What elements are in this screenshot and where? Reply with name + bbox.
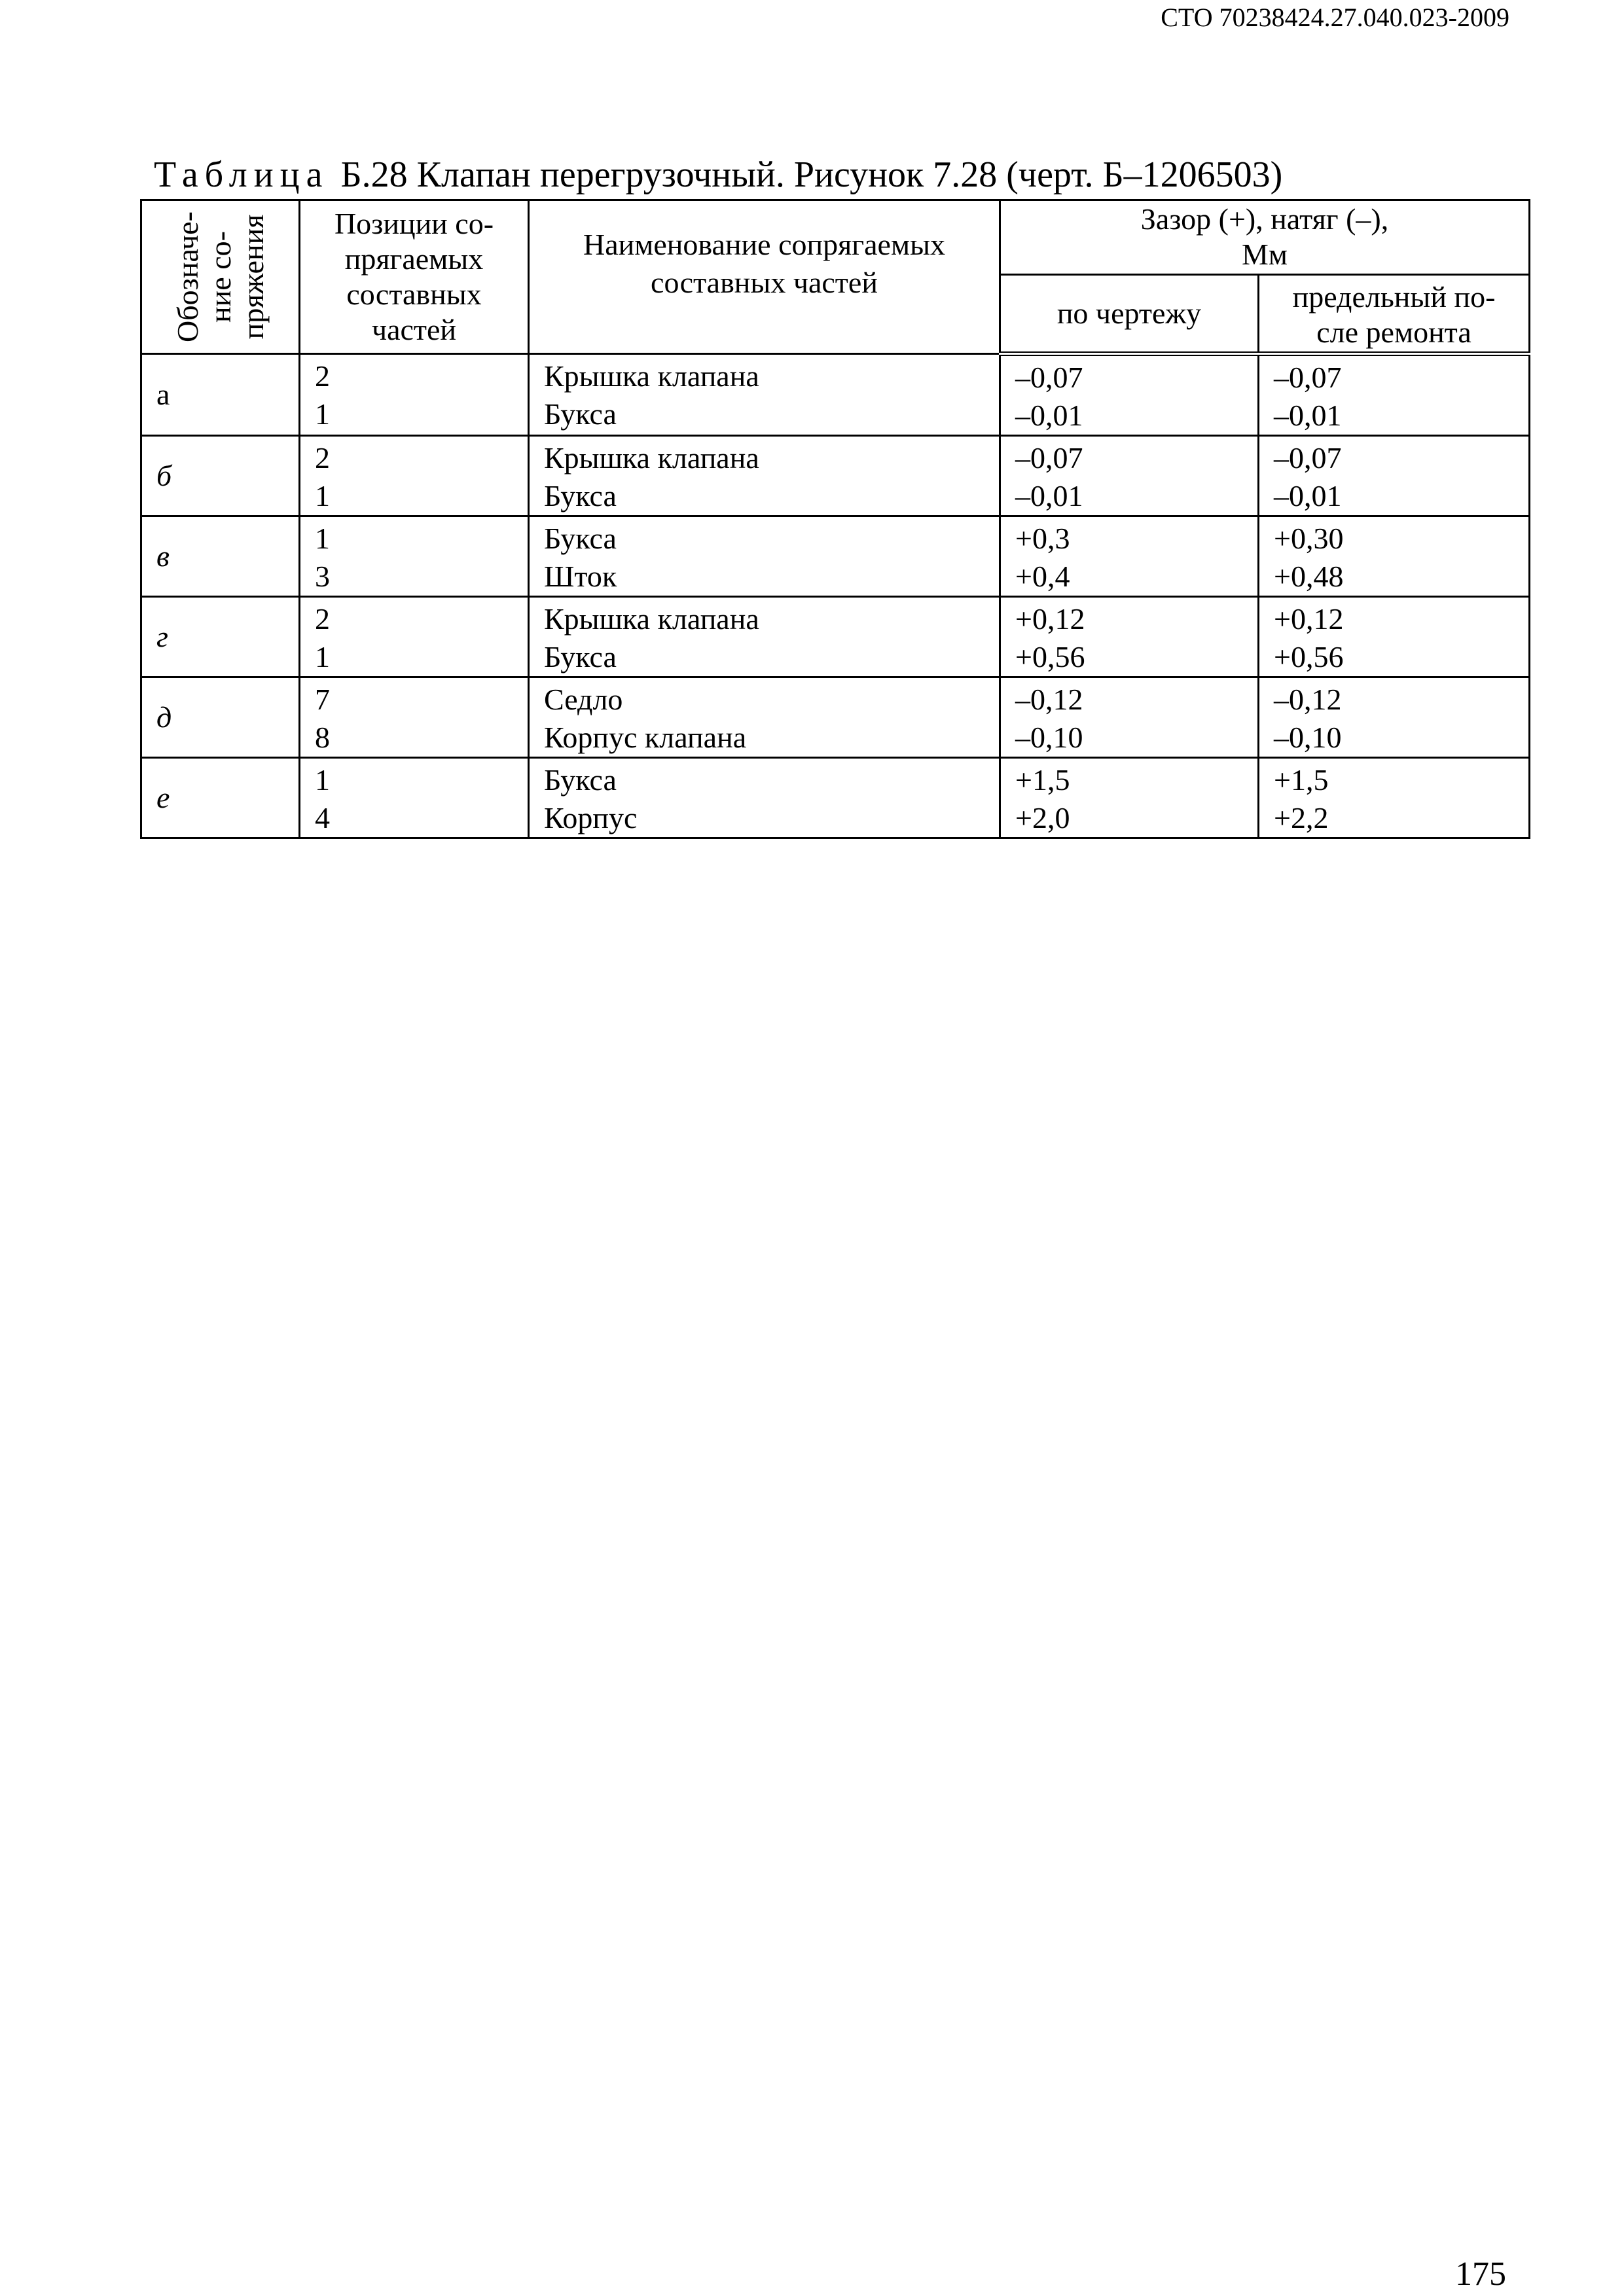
- cell-positions-line: 2: [315, 359, 330, 393]
- cell-by-drawing: [1000, 758, 1259, 838]
- cell-part-names: [529, 354, 1000, 436]
- cell-limit-after-repair-line: +0,30: [1274, 522, 1344, 555]
- cell-positions-line: 7: [315, 683, 330, 716]
- cell-positions: [300, 436, 529, 516]
- cell-limit-after-repair: [1259, 758, 1530, 838]
- cell-by-drawing-line: –0,12: [1015, 683, 1083, 716]
- cell-positions-line: 8: [315, 721, 330, 754]
- cell-part-names-line: Букса: [544, 763, 617, 797]
- header-designation-label: Обозначе- ние со- пряжения: [170, 211, 270, 342]
- cell-part-names-line: Седло: [544, 683, 623, 716]
- cell-limit-after-repair-line: –0,07: [1274, 441, 1342, 475]
- cell-positions: [300, 758, 529, 838]
- cell-by-drawing: [1000, 516, 1259, 597]
- cell-positions-line: 1: [315, 522, 330, 555]
- cell-positions: [300, 677, 529, 758]
- cell-positions-line: 2: [315, 441, 330, 475]
- cell-designation: а: [141, 354, 300, 436]
- table-caption: [154, 152, 1282, 198]
- table-row: [141, 516, 1530, 597]
- cell-by-drawing-line: +0,12: [1015, 602, 1085, 636]
- cell-by-drawing: [1000, 677, 1259, 758]
- cell-limit-after-repair-line: –0,10: [1274, 721, 1342, 754]
- table-row: [141, 758, 1530, 838]
- cell-part-names-line: Корпус: [544, 801, 638, 834]
- cell-part-names: [529, 516, 1000, 597]
- cell-positions: [300, 354, 529, 436]
- cell-designation: д: [141, 677, 300, 758]
- document-code: СТО 70238424.27.040.023-2009: [1161, 3, 1509, 32]
- cell-by-drawing-line: +2,0: [1015, 801, 1070, 834]
- cell-positions-line: 1: [315, 640, 330, 673]
- cell-by-drawing-line: +0,4: [1015, 560, 1070, 593]
- cell-designation: в: [141, 516, 300, 597]
- cell-designation: е: [141, 758, 300, 838]
- table-row: [141, 354, 1530, 436]
- cell-by-drawing-line: +1,5: [1015, 763, 1070, 797]
- cell-part-names-line: Шток: [544, 560, 617, 593]
- cell-part-names: [529, 677, 1000, 758]
- cell-limit-after-repair-line: +0,12: [1274, 602, 1344, 636]
- cell-part-names: [529, 597, 1000, 677]
- header-limit-after-repair: предельный по- сле ремонта: [1259, 274, 1530, 353]
- cell-by-drawing-line: –0,07: [1015, 361, 1083, 394]
- cell-by-drawing-line: –0,07: [1015, 441, 1083, 475]
- table-body: [141, 354, 1530, 838]
- cell-limit-after-repair: [1259, 677, 1530, 758]
- cell-part-names-line: Букса: [544, 640, 617, 673]
- cell-positions-line: 1: [315, 763, 330, 797]
- cell-limit-after-repair-line: +0,48: [1274, 560, 1344, 593]
- header-by-drawing: по чертежу: [1000, 274, 1259, 353]
- cell-part-names: [529, 436, 1000, 516]
- cell-limit-after-repair-line: –0,01: [1274, 399, 1342, 432]
- cell-part-names: [529, 758, 1000, 838]
- cell-positions-line: 1: [315, 397, 330, 431]
- header-positions: Позиции со- прягаемых составных частей: [300, 200, 529, 354]
- cell-limit-after-repair: [1259, 354, 1530, 436]
- cell-positions-line: 2: [315, 602, 330, 636]
- cell-limit-after-repair: [1259, 436, 1530, 516]
- page-number: 175: [1455, 2255, 1506, 2293]
- cell-by-drawing: [1000, 436, 1259, 516]
- cell-limit-after-repair-line: +2,2: [1274, 801, 1329, 834]
- cell-limit-after-repair-line: +0,56: [1274, 640, 1344, 673]
- cell-positions-line: 1: [315, 479, 330, 512]
- cell-by-drawing-line: –0,10: [1015, 721, 1083, 754]
- table-row: [141, 677, 1530, 758]
- header-designation: [141, 200, 300, 354]
- cell-part-names-line: Крышка клапана: [544, 359, 759, 393]
- cell-limit-after-repair-line: –0,12: [1274, 683, 1342, 716]
- cell-positions: [300, 597, 529, 677]
- cell-part-names-line: Крышка клапана: [544, 441, 759, 475]
- cell-designation: б: [141, 436, 300, 516]
- table-row: [141, 597, 1530, 677]
- cell-part-names-line: Крышка клапана: [544, 602, 759, 636]
- cell-by-drawing: [1000, 354, 1259, 436]
- cell-limit-after-repair: [1259, 597, 1530, 677]
- cell-part-names-line: Букса: [544, 397, 617, 431]
- cell-part-names-line: Букса: [544, 479, 617, 512]
- cell-by-drawing-line: –0,01: [1015, 399, 1083, 432]
- cell-limit-after-repair-line: –0,07: [1274, 361, 1342, 394]
- cell-positions-line: 3: [315, 560, 330, 593]
- cell-by-drawing-line: +0,3: [1015, 522, 1070, 555]
- header-gap-interference: Зазор (+), натяг (–), Мм: [1000, 200, 1530, 275]
- cell-by-drawing-line: +0,56: [1015, 640, 1085, 673]
- header-part-names: Наименование сопрягаемых составных частей: [529, 200, 1000, 354]
- fit-clearance-table: [140, 199, 1530, 839]
- cell-limit-after-repair-line: +1,5: [1274, 763, 1329, 797]
- caption-text: Б.28 Клапан перегрузочный. Рисунок 7.28 (черт. Б–1206503): [340, 154, 1283, 195]
- cell-limit-after-repair-line: –0,01: [1274, 479, 1342, 512]
- cell-designation: г: [141, 597, 300, 677]
- cell-positions-line: 4: [315, 801, 330, 834]
- table-row: [141, 436, 1530, 516]
- cell-by-drawing-line: –0,01: [1015, 479, 1083, 512]
- cell-limit-after-repair: [1259, 516, 1530, 597]
- caption-prefix: Таблица: [154, 154, 329, 195]
- cell-positions: [300, 516, 529, 597]
- cell-by-drawing: [1000, 597, 1259, 677]
- cell-part-names-line: Букса: [544, 522, 617, 555]
- cell-part-names-line: Корпус клапана: [544, 721, 747, 754]
